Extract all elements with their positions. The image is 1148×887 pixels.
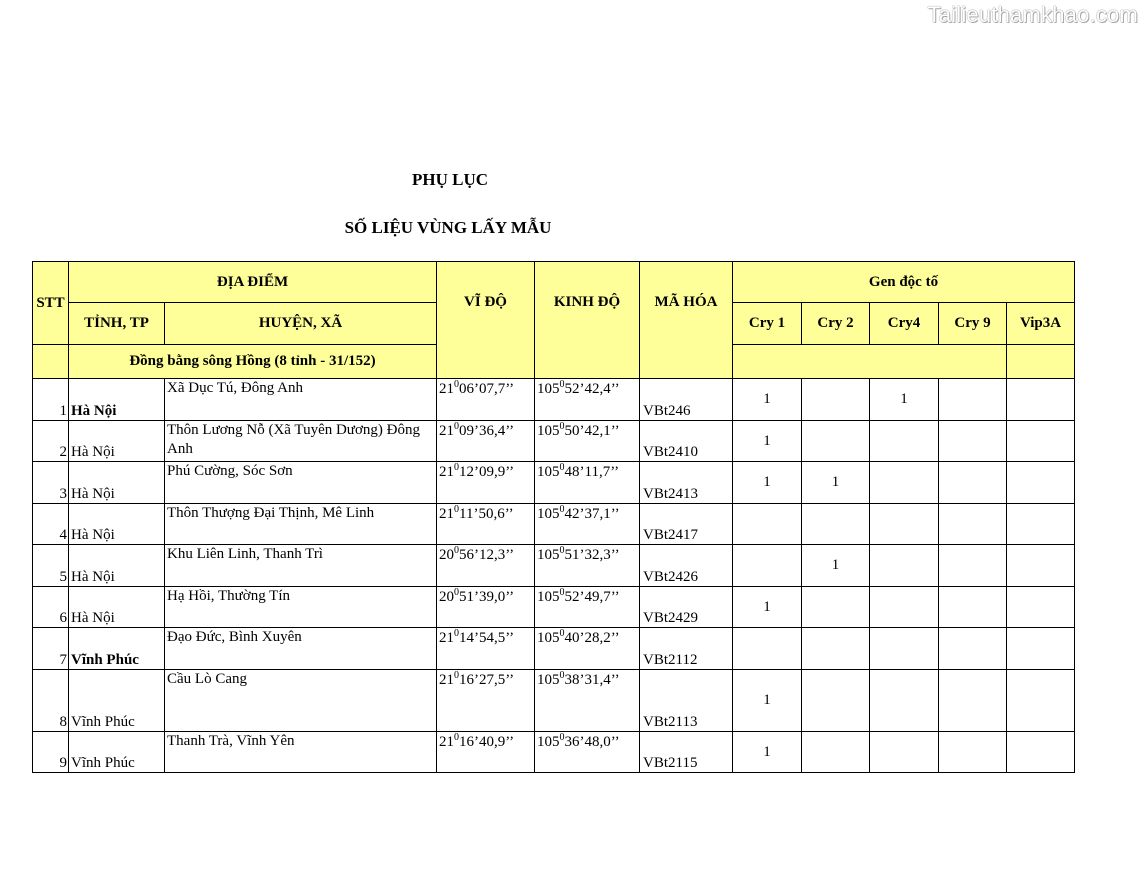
row-latitude: $20^051’39,0$’’	[437, 587, 535, 628]
row-code: VBt2426	[640, 545, 733, 587]
row-longitude: $105^042’37,1$’’	[535, 504, 640, 545]
row-longitude: $105^051’32,3$’’	[535, 545, 640, 587]
header-gene-cry2: Cry 2	[802, 303, 870, 345]
watermark-text: Tailieuthamkhao.com	[927, 2, 1138, 27]
row-gene-cry4	[870, 462, 939, 504]
lat-degrees: 20	[439, 547, 454, 563]
table-row	[33, 545, 1075, 587]
row-gene-cry2	[802, 421, 870, 462]
lon-degrees: 105	[537, 547, 560, 563]
row-longitude: $105^052’49,7$’’	[535, 587, 640, 628]
row-gene-cry4	[870, 732, 939, 773]
header-gene-cry1: Cry 1	[733, 303, 802, 345]
header-stt: STT	[33, 262, 69, 345]
lon-degrees: 105	[537, 734, 560, 750]
row-gene-cry2	[802, 504, 870, 545]
row-province: Vĩnh Phúc	[69, 732, 165, 773]
lat-degrees: 21	[439, 734, 454, 750]
row-district: Thanh Trà, Vĩnh Yên	[165, 732, 437, 773]
lon-minutes-seconds: 51’32,3’’	[564, 547, 620, 563]
row-district: Đạo Đức, Bình Xuyên	[165, 628, 437, 670]
row-gene-vip3a	[1007, 628, 1075, 670]
row-latitude: $20^056’12,3$’’	[437, 545, 535, 587]
row-latitude: $21^016’27,5$’’	[437, 670, 535, 732]
row-province: Hà Nội	[69, 421, 165, 462]
row-gene-cry4	[870, 545, 939, 587]
row-longitude: $105^052’42,4$’’	[535, 379, 640, 421]
table-row	[33, 732, 1075, 773]
row-gene-cry1	[733, 504, 802, 545]
lon-minutes-seconds: 36’48,0’’	[564, 734, 620, 750]
row-stt: 7	[33, 628, 69, 670]
lon-degrees: 105	[537, 630, 560, 646]
row-code: VBt2115	[640, 732, 733, 773]
table-row	[33, 379, 1075, 421]
row-gene-cry1: 1	[733, 379, 802, 421]
row-longitude: $105^040’28,2$’’	[535, 628, 640, 670]
row-province: Hà Nội	[69, 587, 165, 628]
row-stt: 8	[33, 670, 69, 732]
row-gene-cry1: 1	[733, 732, 802, 773]
row-gene-cry4	[870, 670, 939, 732]
row-gene-cry1	[733, 628, 802, 670]
lon-minutes-seconds: 42’37,1’’	[564, 506, 620, 522]
row-code: VBt2112	[640, 628, 733, 670]
table-row	[33, 462, 1075, 504]
row-code: VBt2410	[640, 421, 733, 462]
row-gene-cry2: 1	[802, 545, 870, 587]
region-stt-cell	[33, 345, 69, 379]
row-stt: 1	[33, 379, 69, 421]
lat-minutes-seconds: 14’54,5’’	[459, 630, 515, 646]
row-code: VBt246	[640, 379, 733, 421]
lat-minutes-seconds: 56’12,3’’	[459, 547, 515, 563]
row-province: Vĩnh Phúc	[69, 670, 165, 732]
lon-minutes-seconds: 38’31,4’’	[564, 672, 620, 688]
row-latitude: $21^006’07,7$’’	[437, 379, 535, 421]
lon-minutes-seconds: 48’11,7’’	[564, 464, 620, 480]
row-gene-cry9	[939, 421, 1007, 462]
row-gene-vip3a	[1007, 587, 1075, 628]
row-gene-cry9	[939, 670, 1007, 732]
row-gene-cry2	[802, 587, 870, 628]
lon-degrees: 105	[537, 381, 560, 397]
row-gene-cry9	[939, 379, 1007, 421]
row-latitude: $21^012’09,9$’’	[437, 462, 535, 504]
row-district: Thôn Lương Nỗ (Xã Tuyên Dương) Đông Anh	[165, 421, 437, 462]
row-district: Phú Cường, Sóc Sơn	[165, 462, 437, 504]
row-latitude: $21^011’50,6$’’	[437, 504, 535, 545]
lat-minutes-seconds: 06’07,7’’	[459, 381, 515, 397]
row-gene-cry2	[802, 379, 870, 421]
row-gene-cry1: 1	[733, 462, 802, 504]
row-gene-vip3a	[1007, 670, 1075, 732]
row-province: Hà Nội	[69, 504, 165, 545]
lat-minutes-seconds: 51’39,0’’	[459, 589, 515, 605]
table-row	[33, 587, 1075, 628]
row-gene-cry9	[939, 504, 1007, 545]
row-province: Hà Nội	[69, 379, 165, 421]
row-district: Xã Dục Tú, Đông Anh	[165, 379, 437, 421]
row-gene-vip3a	[1007, 462, 1075, 504]
table-row	[33, 504, 1075, 545]
header-latitude: VĨ ĐỘ	[437, 262, 535, 379]
row-gene-cry9	[939, 545, 1007, 587]
row-province: Hà Nội	[69, 545, 165, 587]
row-gene-cry4	[870, 504, 939, 545]
lat-degrees: 21	[439, 630, 454, 646]
lat-minutes-seconds: 09’36,4’’	[459, 423, 515, 439]
lat-degrees: 21	[439, 423, 454, 439]
row-stt: 6	[33, 587, 69, 628]
header-genes: Gen độc tố	[733, 262, 1075, 303]
lon-minutes-seconds: 52’42,4’’	[564, 381, 620, 397]
table-row	[33, 628, 1075, 670]
row-gene-cry9	[939, 732, 1007, 773]
row-longitude: $105^036’48,0$’’	[535, 732, 640, 773]
row-longitude: $105^050’42,1$’’	[535, 421, 640, 462]
row-gene-cry9	[939, 628, 1007, 670]
row-gene-cry4: 1	[870, 379, 939, 421]
row-gene-vip3a	[1007, 421, 1075, 462]
page-title: PHỤ LỤC	[411, 170, 489, 189]
row-gene-cry2	[802, 628, 870, 670]
row-gene-cry1: 1	[733, 421, 802, 462]
row-district: Khu Liên Linh, Thanh Trì	[165, 545, 437, 587]
row-gene-cry9	[939, 587, 1007, 628]
header-gene-cry9: Cry 9	[939, 303, 1007, 345]
table-row	[33, 421, 1075, 462]
row-latitude: $21^016’40,9$’’	[437, 732, 535, 773]
row-latitude: $21^014’54,5$’’	[437, 628, 535, 670]
lon-minutes-seconds: 50’42,1’’	[564, 423, 620, 439]
lat-degrees: 21	[439, 672, 454, 688]
row-longitude: $105^048’11,7$’’	[535, 462, 640, 504]
header-province: TỈNH, TP	[69, 303, 165, 345]
region-gene-cell	[733, 345, 1007, 379]
row-gene-cry9	[939, 462, 1007, 504]
lon-degrees: 105	[537, 464, 560, 480]
lon-minutes-seconds: 52’49,7’’	[564, 589, 620, 605]
header-district: HUYỆN, XÃ	[165, 303, 437, 345]
header-longitude: KINH ĐỘ	[535, 262, 640, 379]
row-stt: 9	[33, 732, 69, 773]
lat-minutes-seconds: 11’50,6’’	[459, 506, 514, 522]
row-gene-cry4	[870, 421, 939, 462]
lon-minutes-seconds: 40’28,2’’	[564, 630, 620, 646]
row-longitude: $105^038’31,4$’’	[535, 670, 640, 732]
lon-degrees: 105	[537, 423, 560, 439]
header-gene-cry4: Cry4	[870, 303, 939, 345]
row-gene-vip3a	[1007, 379, 1075, 421]
row-gene-cry2	[802, 732, 870, 773]
row-gene-cry2: 1	[802, 462, 870, 504]
row-code: VBt2429	[640, 587, 733, 628]
row-district: Cầu Lò Cang	[165, 670, 437, 732]
lat-minutes-seconds: 16’40,9’’	[459, 734, 515, 750]
row-stt: 4	[33, 504, 69, 545]
row-stt: 3	[33, 462, 69, 504]
row-code: VBt2417	[640, 504, 733, 545]
lon-degrees: 105	[537, 506, 560, 522]
row-district: Thôn Thượng Đại Thịnh, Mê Linh	[165, 504, 437, 545]
lat-degrees: 20	[439, 589, 454, 605]
lat-degrees: 21	[439, 381, 454, 397]
row-stt: 2	[33, 421, 69, 462]
page-subtitle: SỐ LIỆU VÙNG LẤY MẪU	[344, 218, 552, 237]
region-gene-cell-end	[1007, 345, 1075, 379]
header-gene-vip3a: Vip3A	[1007, 303, 1075, 345]
row-gene-cry2	[802, 670, 870, 732]
row-gene-cry1	[733, 545, 802, 587]
row-gene-vip3a	[1007, 732, 1075, 773]
lat-degrees: 21	[439, 464, 454, 480]
table-row	[33, 670, 1075, 732]
lat-minutes-seconds: 12’09,9’’	[459, 464, 515, 480]
row-district: Hạ Hồi, Thường Tín	[165, 587, 437, 628]
lon-degrees: 105	[537, 672, 560, 688]
row-code: VBt2413	[640, 462, 733, 504]
row-gene-cry4	[870, 628, 939, 670]
row-code: VBt2113	[640, 670, 733, 732]
row-province: Hà Nội	[69, 462, 165, 504]
row-gene-vip3a	[1007, 545, 1075, 587]
region-label: Đồng bằng sông Hồng (8 tỉnh - 31/152)	[69, 345, 437, 379]
row-province: Vĩnh Phúc	[69, 628, 165, 670]
header-location: ĐỊA ĐIỂM	[69, 262, 437, 303]
lat-minutes-seconds: 16’27,5’’	[459, 672, 515, 688]
row-gene-cry1: 1	[733, 670, 802, 732]
row-gene-cry1: 1	[733, 587, 802, 628]
lat-degrees: 21	[439, 506, 454, 522]
header-code: MÃ HÓA	[640, 262, 733, 379]
row-gene-cry4	[870, 587, 939, 628]
row-gene-vip3a	[1007, 504, 1075, 545]
lon-degrees: 105	[537, 589, 560, 605]
row-stt: 5	[33, 545, 69, 587]
row-latitude: $21^009’36,4$’’	[437, 421, 535, 462]
sampling-table	[32, 261, 1075, 773]
